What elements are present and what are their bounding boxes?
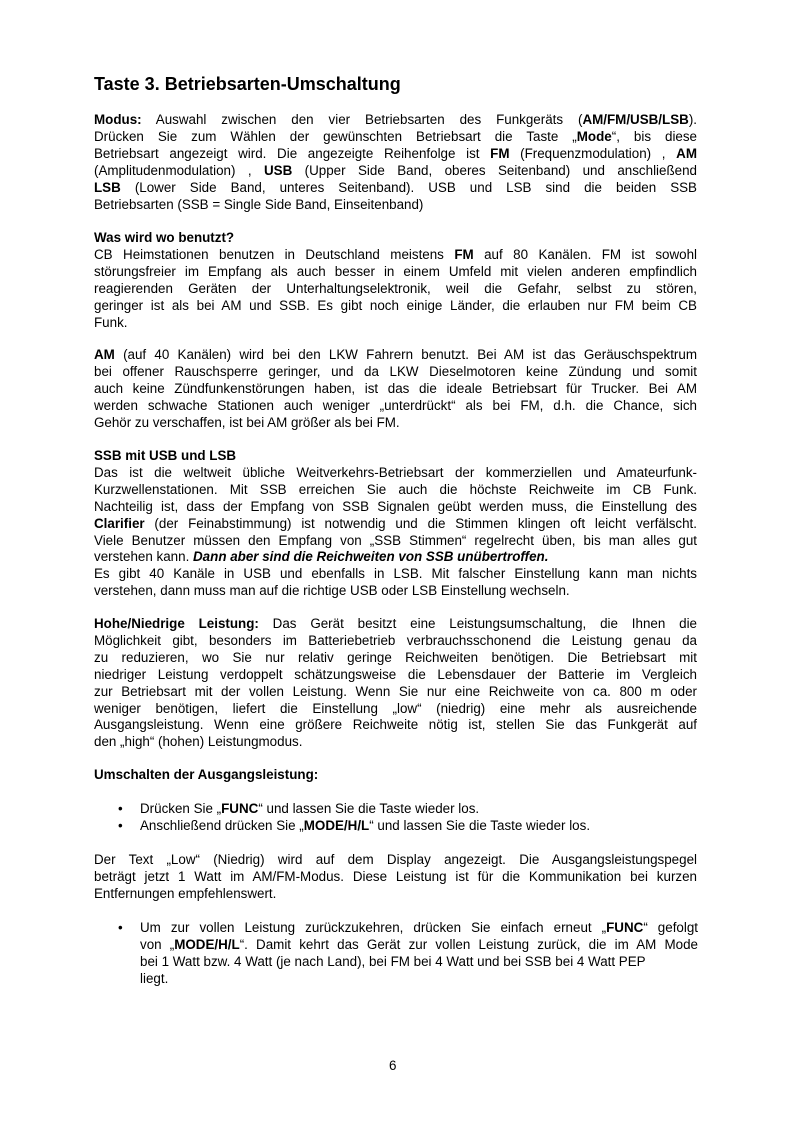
- bullet-icon: •: [118, 920, 123, 935]
- bullet-item-mode: • Anschließend drücken Sie „MODE/H/L“ und lassen Sie die Taste wieder los.: [118, 818, 591, 833]
- switch-power-heading-block: [94, 767, 697, 784]
- switch-power-heading: Umschalten der Ausgangsleistung:: [94, 767, 319, 782]
- bullet-icon: •: [118, 801, 123, 816]
- ssb-paragraph: SSB mit USB und LSB Das ist die weltweit übliche Weitverkehrs-Betriebsart der kommerziellen und Amateurfunk- Kurzwellenstationen. Mit SSB erreichen Sie auch die höchste Reichweite im CB Funk. Nachteilig ist, dass der Empfang von SSB Signalen geübt werden muss, die Einstellung des Clarifier (der Feinabstimmung) ist notwendig und die Stimmen klingen oft leicht verfälscht. Viele Benutzer müssen den Empfang von „SSB Stimmen“ regelrecht üben, bis man alles gut verstehen kann. Dann aber sind die Reichweiten von SSB unübertroffen. Es gibt 40 Kanäle in USB und ebenfalls in LSB. Mit falscher Einstellung kann man nichts verstehen, dann muss man auf die richtige USB oder LSB Einstellung wechseln.: [94, 448, 697, 599]
- bullet-item-func: • Drücken Sie „FUNC“ und lassen Sie die Taste wieder los.: [118, 801, 480, 816]
- section-title: Taste 3. Betriebsarten-Umschaltung: [94, 74, 401, 94]
- low-paragraph: Der Text „Low“ (Niedrig) wird auf dem Display angezeigt. Die Ausgangsleistungspegel beträgt jetzt 1 Watt im AM/FM-Modus. Diese Leistung ist für die Kommunikation bei kurzen Entfernungen empfehlenswert.: [94, 852, 697, 901]
- usage-paragraph: Was wird wo benutzt? CB Heimstationen benutzen in Deutschland meistens FM auf 80 Kanälen. FM ist sowohl störungsfreier im Empfang als auch besser in einem Umfeld mit vielen anderen empfindlich reagierenden Geräten der Unterhaltungselektronik, weil die Gefahr, selbst zu stören, geringer ist als bei AM und SSB. Es gibt noch einige Länder, die erlauben nur FM beim CB Funk.: [94, 230, 697, 330]
- bullet-icon: •: [118, 818, 123, 833]
- modus-label: Modus:: [94, 112, 142, 127]
- usage-heading: Was wird wo benutzt?: [94, 230, 235, 245]
- power-label: Hohe/Niedrige Leistung:: [94, 616, 259, 631]
- power-paragraph: Hohe/Niedrige Leistung: Das Gerät besitzt eine Leistungsumschaltung, die Ihnen die Möglichkeit gibt, besonders im Batteriebetrieb verbrauchsschonend die Leistung genau da zu reduzieren, wo Sie nur relativ geringe Reichweiten benötigen. Die Betriebsart mit niedriger Leistung verdoppelt schätzungsweise die Lebensdauer der Batterie im Vergleich zur Betriebsart mit der vollen Leistung. Wenn Sie nur eine Reichweite von ca. 800 m oder weniger benötigen, liefert die Einstellung „low“ (niedrig) eine mehr als ausreichende Ausgangsleistung. Wenn eine größere Reichweite nötig ist, stellen Sie das Funkgerät auf den „high“ (hohen) Leistungmodus.: [94, 616, 697, 750]
- page-number: 6: [389, 1058, 397, 1073]
- ssb-heading: SSB mit USB und LSB: [94, 448, 237, 463]
- bullet-item-full-power: • Um zur vollen Leistung zurückzukehren, drücken Sie einfach erneut „FUNC“ gefolgt von „MODE/H/L“. Damit kehrt das Gerät zur vollen Leistung zurück, die im AM Mode bei 1 Watt bzw. 4 Watt (je nach Land), bei FM bei 4 Watt und bei SSB bei 4 Watt PEP liegt.: [118, 920, 698, 986]
- modus-paragraph: Modus: Auswahl zwischen den vier Betriebsarten des Funkgeräts (AM/FM/USB/LSB). Drücken Sie zum Wählen der gewünschten Betriebsart die Taste „Mode“, bis diese Betriebsart angezeigt wird. Die angezeigte Reihenfolge ist FM (Frequenzmodulation) , AM (Amplitudenmodulation) , USB (Upper Side Band, oberes Seitenband) und anschließend LSB (Lower Side Band, unteres Seitenband). USB und LSB sind die beiden SSB Betriebsarten (SSB = Single Side Band, Einseitenband): [94, 112, 698, 212]
- am-paragraph: AM (auf 40 Kanälen) wird bei den LKW Fahrern benutzt. Bei AM ist das Geräuschspektrum bei offener Rauschsperre geringer, und da LKW Dieselmotoren keine Zündung und somit auch keine Zündfunkenstörungen haben, ist das die ideale Betriebsart für Trucker. Bei AM werden schwache Stationen auch weniger „unterdrückt“ als bei FM, d.h. die Chance, sich Gehör zu verschaffen, ist bei AM größer als bei FM.: [94, 347, 697, 430]
